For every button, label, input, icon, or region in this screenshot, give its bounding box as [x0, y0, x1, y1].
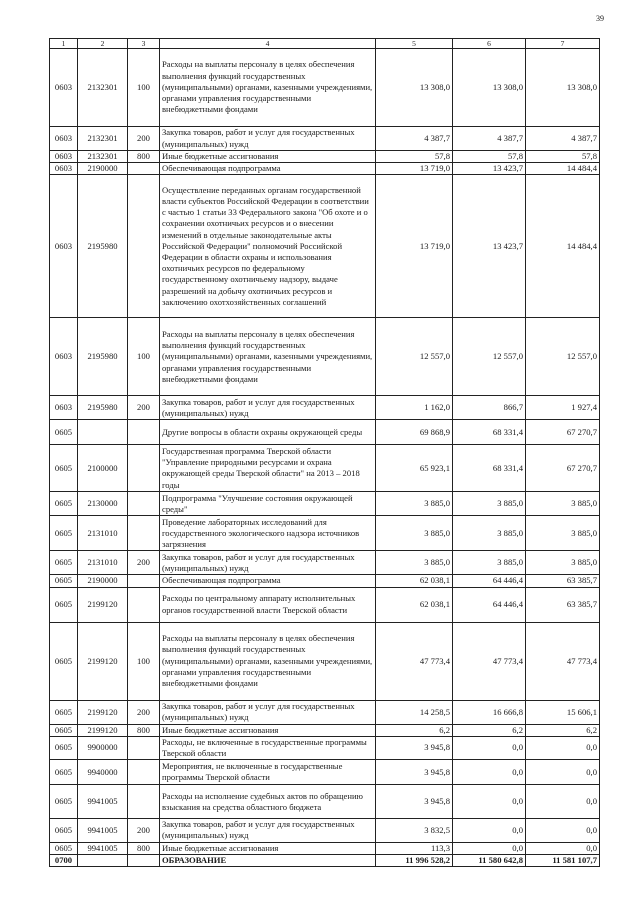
amount-year-1-cell: 65 923,1 [376, 445, 453, 492]
budget-table [49, 38, 600, 867]
expense-type-code-cell [128, 420, 160, 445]
amount-year-2-cell: 13 423,7 [453, 175, 526, 318]
amount-year-1-cell: 13 719,0 [376, 163, 453, 175]
amount-year-1-cell: 3 945,8 [376, 736, 453, 759]
table-row [50, 819, 600, 842]
expense-type-code-cell [128, 854, 160, 866]
expense-type-code-cell [128, 736, 160, 759]
amount-year-3-cell: 14 484,4 [526, 175, 600, 318]
target-code-cell [78, 420, 128, 445]
section-code-cell: 0605 [50, 760, 78, 785]
amount-year-1-cell: 57,8 [376, 151, 453, 163]
amount-year-2-cell: 3 885,0 [453, 551, 526, 575]
description-cell: Закупка товаров, работ и услуг для государственных (муниципальных) нужд [160, 700, 376, 724]
description-cell: Обеспечивающая подпрограмма [160, 575, 376, 587]
section-code-cell: 0605 [50, 700, 78, 724]
amount-year-2-cell: 16 666,8 [453, 700, 526, 724]
expense-type-code-cell [128, 587, 160, 622]
table-row [50, 700, 600, 724]
description-cell: Мероприятия, не включенные в государственные программы Тверской области [160, 760, 376, 785]
target-code-cell: 2195980 [78, 175, 128, 318]
description-cell: Расходы на выплаты персоналу в целях обеспечения выполнения функций государственных (муниципальными) органами, казенными учреждениями, органами управления государственными внебюджетными фондами [160, 318, 376, 396]
amount-year-2-cell: 47 773,4 [453, 622, 526, 700]
table-row [50, 854, 600, 866]
table-row [50, 445, 600, 492]
target-code-cell: 2132301 [78, 151, 128, 163]
header-cell: 4 [160, 39, 376, 49]
section-code-cell: 0605 [50, 736, 78, 759]
table-row [50, 724, 600, 736]
amount-year-1-cell: 3 885,0 [376, 516, 453, 551]
amount-year-3-cell: 67 270,7 [526, 420, 600, 445]
amount-year-1-cell: 113,3 [376, 842, 453, 854]
description-cell: Закупка товаров, работ и услуг для государственных (муниципальных) нужд [160, 551, 376, 575]
target-code-cell: 2199120 [78, 587, 128, 622]
expense-type-code-cell: 100 [128, 622, 160, 700]
table-row [50, 587, 600, 622]
table-row [50, 551, 600, 575]
amount-year-3-cell: 13 308,0 [526, 49, 600, 127]
expense-type-code-cell: 800 [128, 842, 160, 854]
amount-year-2-cell: 13 423,7 [453, 163, 526, 175]
amount-year-1-cell: 6,2 [376, 724, 453, 736]
section-code-cell: 0603 [50, 127, 78, 151]
table-row [50, 151, 600, 163]
description-cell: ОБРАЗОВАНИЕ [160, 854, 376, 866]
table-row [50, 516, 600, 551]
description-cell: Расходы на исполнение судебных актов по обращению взыскания на средства областного бюджета [160, 785, 376, 819]
target-code-cell: 2190000 [78, 163, 128, 175]
section-code-cell: 0605 [50, 587, 78, 622]
target-code-cell: 2132301 [78, 49, 128, 127]
amount-year-1-cell: 3 885,0 [376, 551, 453, 575]
target-code-cell: 2130000 [78, 492, 128, 516]
header-cell: 7 [526, 39, 600, 49]
amount-year-1-cell: 69 868,9 [376, 420, 453, 445]
amount-year-1-cell: 4 387,7 [376, 127, 453, 151]
expense-type-code-cell: 200 [128, 396, 160, 420]
amount-year-2-cell: 3 885,0 [453, 516, 526, 551]
section-code-cell: 0605 [50, 445, 78, 492]
description-cell: Подпрограмма "Улучшение состояния окружающей среды" [160, 492, 376, 516]
amount-year-1-cell: 62 038,1 [376, 587, 453, 622]
amount-year-2-cell: 0,0 [453, 736, 526, 759]
amount-year-3-cell: 11 581 107,7 [526, 854, 600, 866]
description-cell: Закупка товаров, работ и услуг для государственных (муниципальных) нужд [160, 819, 376, 842]
expense-type-code-cell: 200 [128, 819, 160, 842]
table-row [50, 127, 600, 151]
expense-type-code-cell: 800 [128, 724, 160, 736]
description-cell: Расходы по центральному аппарату исполнительных органов государственной власти Тверской области [160, 587, 376, 622]
section-code-cell: 0603 [50, 396, 78, 420]
header-cell: 3 [128, 39, 160, 49]
amount-year-3-cell: 67 270,7 [526, 445, 600, 492]
section-code-cell: 0605 [50, 516, 78, 551]
description-cell: Закупка товаров, работ и услуг для государственных (муниципальных) нужд [160, 127, 376, 151]
table-row [50, 396, 600, 420]
amount-year-3-cell: 6,2 [526, 724, 600, 736]
description-cell: Иные бюджетные ассигнования [160, 724, 376, 736]
amount-year-1-cell: 62 038,1 [376, 575, 453, 587]
description-cell: Иные бюджетные ассигнования [160, 842, 376, 854]
target-code-cell: 9941005 [78, 819, 128, 842]
amount-year-3-cell: 14 484,4 [526, 163, 600, 175]
amount-year-1-cell: 1 162,0 [376, 396, 453, 420]
amount-year-1-cell: 12 557,0 [376, 318, 453, 396]
amount-year-2-cell: 57,8 [453, 151, 526, 163]
amount-year-2-cell: 11 580 642,8 [453, 854, 526, 866]
table-row [50, 318, 600, 396]
amount-year-2-cell: 0,0 [453, 760, 526, 785]
section-code-cell: 0605 [50, 724, 78, 736]
amount-year-2-cell: 13 308,0 [453, 49, 526, 127]
section-code-cell: 0603 [50, 175, 78, 318]
description-cell: Иные бюджетные ассигнования [160, 151, 376, 163]
expense-type-code-cell: 200 [128, 127, 160, 151]
amount-year-3-cell: 0,0 [526, 760, 600, 785]
description-cell: Расходы на выплаты персоналу в целях обеспечения выполнения функций государственных (муниципальными) органами, казенными учреждениями, органами управления государственными внебюджетными фондами [160, 622, 376, 700]
amount-year-2-cell: 68 331,4 [453, 445, 526, 492]
table-row [50, 736, 600, 759]
description-cell: Закупка товаров, работ и услуг для государственных (муниципальных) нужд [160, 396, 376, 420]
target-code-cell: 9941005 [78, 842, 128, 854]
description-cell: Другие вопросы в области охраны окружающей среды [160, 420, 376, 445]
table-header-row [50, 39, 600, 49]
section-code-cell: 0605 [50, 551, 78, 575]
target-code-cell: 2190000 [78, 575, 128, 587]
amount-year-2-cell: 4 387,7 [453, 127, 526, 151]
amount-year-1-cell: 47 773,4 [376, 622, 453, 700]
amount-year-2-cell: 68 331,4 [453, 420, 526, 445]
amount-year-1-cell: 3 832,5 [376, 819, 453, 842]
section-code-cell: 0605 [50, 842, 78, 854]
section-code-cell: 0605 [50, 819, 78, 842]
amount-year-3-cell: 47 773,4 [526, 622, 600, 700]
description-cell: Обеспечивающая подпрограмма [160, 163, 376, 175]
expense-type-code-cell [128, 175, 160, 318]
target-code-cell: 9940000 [78, 760, 128, 785]
table-row [50, 575, 600, 587]
table-row [50, 842, 600, 854]
table-row [50, 175, 600, 318]
target-code-cell: 2195980 [78, 396, 128, 420]
amount-year-2-cell: 0,0 [453, 819, 526, 842]
description-cell: Осуществление переданных органам государственной власти субъектов Российской Федерации в соответствии с частью 1 статьи 33 Федерального закона "Об охоте и о сохранении охотничьих ресурсов и о внесении изменений в отдельные законодательные акты Российской Федерации" полномочий Российской Федерации в области охраны и использования охотничьих ресурсов по федеральному государственному охотничьему надзору, выдаче разрешений на добычу охотничьих ресурсов и заключению охотхозяйственных соглашений [160, 175, 376, 318]
amount-year-3-cell: 0,0 [526, 819, 600, 842]
amount-year-2-cell: 0,0 [453, 842, 526, 854]
amount-year-3-cell: 0,0 [526, 736, 600, 759]
amount-year-2-cell: 3 885,0 [453, 492, 526, 516]
description-cell: Государственная программа Тверской области "Управление природными ресурсами и охрана окружающей среды Тверской области" на 2013 – 2018 годы [160, 445, 376, 492]
expense-type-code-cell: 200 [128, 700, 160, 724]
table-row [50, 420, 600, 445]
target-code-cell: 2199120 [78, 700, 128, 724]
amount-year-1-cell: 11 996 528,2 [376, 854, 453, 866]
expense-type-code-cell [128, 785, 160, 819]
table-row [50, 785, 600, 819]
table-row [50, 49, 600, 127]
expense-type-code-cell [128, 760, 160, 785]
amount-year-1-cell: 14 258,5 [376, 700, 453, 724]
expense-type-code-cell [128, 516, 160, 551]
amount-year-2-cell: 0,0 [453, 785, 526, 819]
target-code-cell: 2132301 [78, 127, 128, 151]
amount-year-3-cell: 63 385,7 [526, 575, 600, 587]
target-code-cell: 2195980 [78, 318, 128, 396]
section-code-cell: 0605 [50, 420, 78, 445]
section-code-cell: 0603 [50, 163, 78, 175]
amount-year-3-cell: 0,0 [526, 842, 600, 854]
expense-type-code-cell [128, 575, 160, 587]
target-code-cell: 2199120 [78, 622, 128, 700]
section-code-cell: 0605 [50, 575, 78, 587]
header-cell: 1 [50, 39, 78, 49]
table-row [50, 492, 600, 516]
section-code-cell: 0605 [50, 492, 78, 516]
amount-year-3-cell: 15 606,1 [526, 700, 600, 724]
amount-year-1-cell: 3 885,0 [376, 492, 453, 516]
section-code-cell: 0603 [50, 49, 78, 127]
amount-year-2-cell: 12 557,0 [453, 318, 526, 396]
amount-year-2-cell: 64 446,4 [453, 575, 526, 587]
amount-year-3-cell: 57,8 [526, 151, 600, 163]
amount-year-3-cell: 0,0 [526, 785, 600, 819]
amount-year-3-cell: 63 385,7 [526, 587, 600, 622]
target-code-cell [78, 854, 128, 866]
amount-year-3-cell: 3 885,0 [526, 551, 600, 575]
expense-type-code-cell: 100 [128, 49, 160, 127]
amount-year-1-cell: 3 945,8 [376, 785, 453, 819]
target-code-cell: 2131010 [78, 516, 128, 551]
amount-year-3-cell: 4 387,7 [526, 127, 600, 151]
table-row [50, 163, 600, 175]
expense-type-code-cell: 800 [128, 151, 160, 163]
amount-year-2-cell: 866,7 [453, 396, 526, 420]
amount-year-1-cell: 13 308,0 [376, 49, 453, 127]
expense-type-code-cell: 200 [128, 551, 160, 575]
amount-year-2-cell: 64 446,4 [453, 587, 526, 622]
expense-type-code-cell [128, 163, 160, 175]
section-code-cell: 0605 [50, 785, 78, 819]
table-row [50, 760, 600, 785]
target-code-cell: 2100000 [78, 445, 128, 492]
description-cell: Расходы на выплаты персоналу в целях обеспечения выполнения функций государственных (муниципальными) органами, казенными учреждениями, органами управления государственными внебюджетными фондами [160, 49, 376, 127]
amount-year-1-cell: 3 945,8 [376, 760, 453, 785]
description-cell: Расходы, не включенные в государственные программы Тверской области [160, 736, 376, 759]
amount-year-3-cell: 1 927,4 [526, 396, 600, 420]
target-code-cell: 9941005 [78, 785, 128, 819]
description-cell: Проведение лабораторных исследований для государственного экологического надзора источников загрязнения [160, 516, 376, 551]
expense-type-code-cell [128, 445, 160, 492]
section-code-cell: 0700 [50, 854, 78, 866]
amount-year-3-cell: 3 885,0 [526, 516, 600, 551]
header-cell: 5 [376, 39, 453, 49]
expense-type-code-cell: 100 [128, 318, 160, 396]
target-code-cell: 2199120 [78, 724, 128, 736]
section-code-cell: 0605 [50, 622, 78, 700]
amount-year-3-cell: 12 557,0 [526, 318, 600, 396]
target-code-cell: 2131010 [78, 551, 128, 575]
amount-year-2-cell: 6,2 [453, 724, 526, 736]
header-cell: 6 [453, 39, 526, 49]
header-cell: 2 [78, 39, 128, 49]
section-code-cell: 0603 [50, 318, 78, 396]
page-number: 39 [596, 14, 604, 23]
expense-type-code-cell [128, 492, 160, 516]
table-row [50, 622, 600, 700]
section-code-cell: 0603 [50, 151, 78, 163]
amount-year-3-cell: 3 885,0 [526, 492, 600, 516]
amount-year-1-cell: 13 719,0 [376, 175, 453, 318]
target-code-cell: 9900000 [78, 736, 128, 759]
